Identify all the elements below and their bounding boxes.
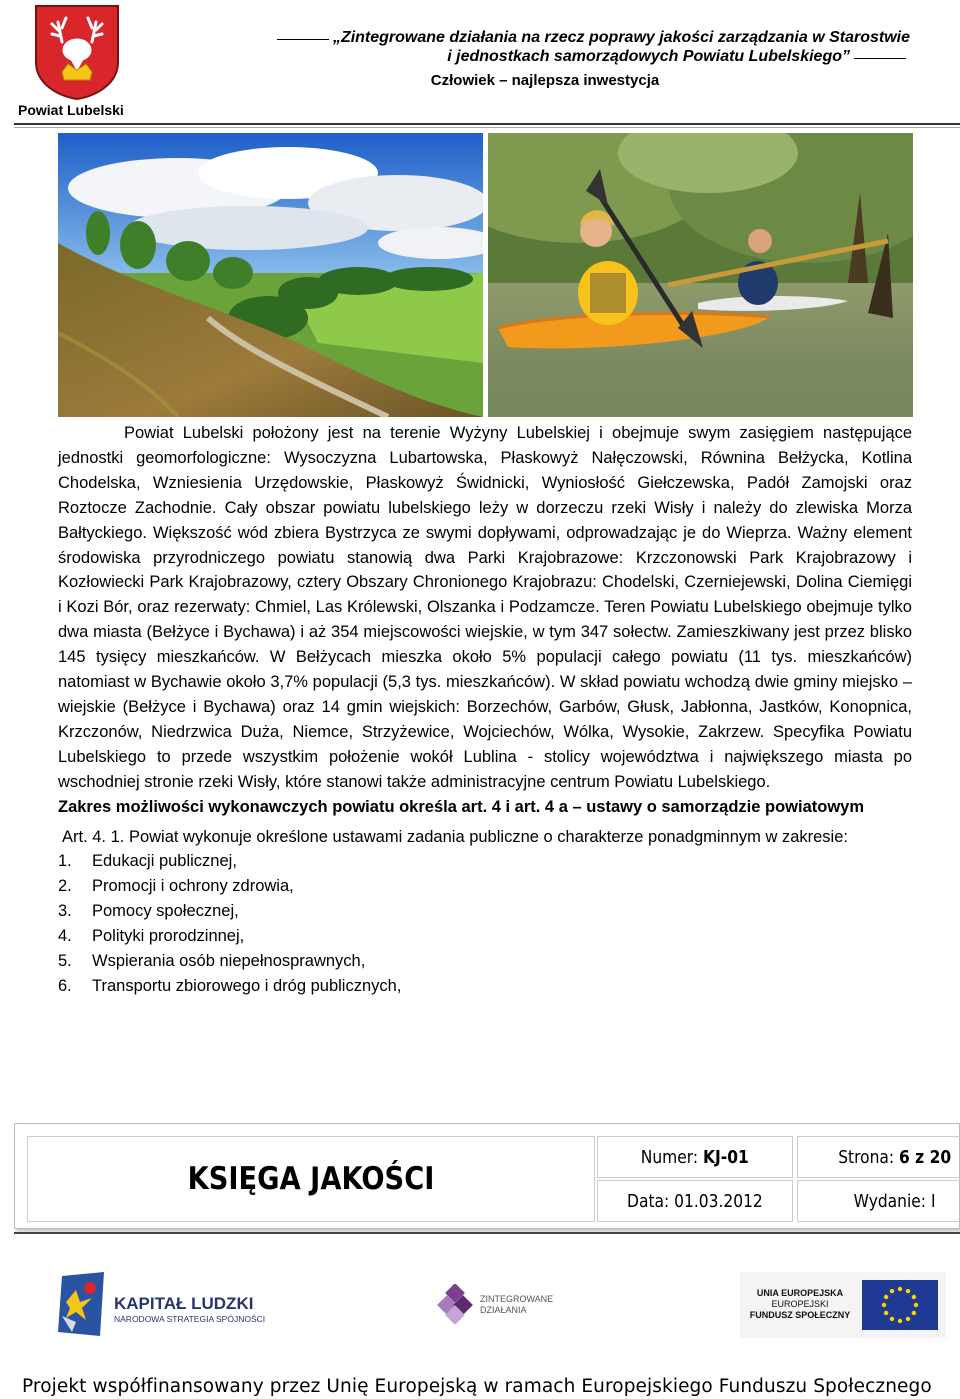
kapital-ludzki-subtitle: NARODOWA STRATEGIA SPÓJNOŚCI xyxy=(114,1314,266,1324)
eu-star-icon xyxy=(912,1295,916,1299)
edition-text: Wydanie: I xyxy=(854,1190,936,1212)
title-line-2: i jednostkach samorządowych Powiatu Lubelskiego” xyxy=(447,48,850,65)
page-label: Strona: xyxy=(838,1146,900,1168)
list-item xyxy=(58,974,912,999)
task-list xyxy=(58,849,912,998)
list-item xyxy=(58,949,912,974)
list-text: Polityki prorodzinnej, xyxy=(92,927,245,946)
document-info-box xyxy=(14,1123,960,1229)
eu-line-3: FUNDUSZ SPOŁECZNY xyxy=(749,1310,851,1320)
eu-flag-icon xyxy=(862,1280,938,1330)
footer-divider xyxy=(14,1232,960,1234)
funding-statement: Projekt współfinansowany przez Unię Europejską w ramach Europejskiego Funduszu Społecznego xyxy=(22,1376,932,1397)
list-item xyxy=(58,874,912,899)
eu-star-icon xyxy=(890,1289,894,1293)
document-title-cell xyxy=(27,1136,595,1222)
eu-star-icon xyxy=(906,1317,910,1321)
kayak-photo xyxy=(488,133,913,417)
number-label: Numer: xyxy=(641,1146,704,1168)
number-value: KJ-01 xyxy=(703,1146,749,1168)
date-text: Data: 01.03.2012 xyxy=(627,1190,763,1212)
kapital-ludzki-icon xyxy=(56,1272,110,1336)
eu-star-icon xyxy=(884,1311,888,1315)
eu-star-icon xyxy=(906,1289,910,1293)
list-text: Wspierania osób niepełnosprawnych, xyxy=(92,952,366,971)
eu-star-icon xyxy=(898,1287,902,1291)
list-text: Promocji i ochrony zdrowia, xyxy=(92,877,294,896)
eu-star-icon xyxy=(884,1295,888,1299)
list-number: 4. xyxy=(58,927,72,946)
scope-heading: Zakres możliwości wykonawczych powiatu określa art. 4 i art. 4 a – ustawy o samorządzie powiatowym xyxy=(58,797,865,816)
list-item xyxy=(58,849,912,874)
title-rule-right xyxy=(854,58,906,59)
kapital-ludzki-title: KAPITAŁ LUDZKI xyxy=(114,1294,254,1313)
eu-line-2: EUROPEJSKI xyxy=(771,1299,829,1309)
zintegrowane-diamond-icon xyxy=(436,1284,476,1324)
eu-star-icon xyxy=(912,1311,916,1315)
header-divider xyxy=(14,123,960,125)
header-divider-thin xyxy=(14,127,960,128)
zintegrowane-line-1: ZINTEGROWANE xyxy=(480,1294,554,1304)
date-cell xyxy=(597,1180,793,1222)
zintegrowane-dzialania-logo xyxy=(436,1282,566,1326)
list-number: 5. xyxy=(58,952,72,971)
title-line-1: „Zintegrowane działania na rzecz poprawy jakości zarządzania w Starostwie xyxy=(332,29,910,46)
eu-star-icon xyxy=(914,1303,918,1307)
main-content xyxy=(58,421,912,999)
list-item xyxy=(58,899,912,924)
list-number: 2. xyxy=(58,877,72,896)
page-value: 6 z 20 xyxy=(899,1146,952,1168)
description-paragraph: Powiat Lubelski położony jest na terenie Wyżyny Lubelskiej i obejmuje swym zasięgiem następujące jednostki geomorfologiczne: Wysoczyzna Lubartowska, Płaskowyż Nałęczowski, Równina Bełżycka, Kotlina Chodelska, Wzniesienia Urzędowskie, Płaskowyż Świdnicki, Wyniosłość Giełczewska, Padół Zamojski oraz Roztocze Zachodnie. Cały obszar powiatu lubelskiego leży w dorzeczu rzeki Wisły i należy do zlewiska Morza Bałtyckiego. Większość wód zbiera Bystrzyca ze swymi dopływami, odprowadzając je do Wieprza. Ważny element środowiska przyrodniczego powiatu stanowią dwa Parki Krajobrazowe: Krzczonowski Park Krajobrazowy i Kozłowiecki Park Krajobrazowy, cztery Obszary Chronionego Krajobrazu: Chodelski, Czerniejewski, Dolina Ciemięgi i Kozi Bór, oraz rezerwaty: Chmiel, Las Królewski, Olszanka i Podzamcze. Teren Powiatu Lubelskiego obejmuje tylko dwa miasta (Bełżyce i Bychawa) i aż 354 miejscowości wiejskie, w tym 347 sołectw. Zamieszkiwany jest przez blisko 145 tysięcy mieszkańców. W Bełżycach mieszka około 5% populacji całego powiatu (11 tys. mieszkańców) natomiast w Bychawie około 3,7% populacji (5,3 tys. mieszkańców). W skład powiatu wchodzą dwie gminy miejsko – wiejskie (Bełżyce i Bychawa) oraz 14 gmin wiejskich: Borzechów, Garbów, Głusk, Jabłonna, Jastków, Konopnica, Krzczonów, Niedrzwica Duża, Niemce, Strzyżewice, Wojciechów, Wólka, Wysokie, Zakrzew. Specyfika Powiatu Lubelskiego to przede wszystkim położenie wokół Lublina - stolicy województwa i największego miasta po wschodniej stronie rzeki Wisły, które stanowi także administracyjne centrum Powiatu Lubelskiego. xyxy=(58,424,912,791)
list-number: 3. xyxy=(58,902,72,921)
title-rule-left xyxy=(277,39,329,40)
landscape-image xyxy=(58,133,483,417)
eu-line-1: UNIA EUROPEJSKA xyxy=(756,1288,844,1298)
list-text: Edukacji publicznej, xyxy=(92,852,237,871)
powiat-crest-icon xyxy=(32,4,122,100)
eu-star-icon xyxy=(890,1317,894,1321)
zintegrowane-line-2: DZIAŁANIA xyxy=(480,1305,527,1315)
document-title: KSIĘGA JAKOŚCI xyxy=(187,1161,435,1197)
eu-text xyxy=(746,1288,854,1321)
list-item xyxy=(58,924,912,949)
list-text: Transportu zbiorowego i dróg publicznych, xyxy=(92,976,402,995)
eu-social-fund-logo xyxy=(740,1272,946,1338)
kayak-image xyxy=(488,133,913,417)
document-number-cell xyxy=(597,1136,793,1178)
list-number: 6. xyxy=(58,976,72,995)
eu-star-icon xyxy=(898,1319,902,1323)
logo-label: Powiat Lubelski xyxy=(18,102,124,118)
list-text: Pomocy społecznej, xyxy=(92,902,239,921)
page-number-cell xyxy=(797,1136,960,1178)
list-number: 1. xyxy=(58,852,72,871)
kapital-ludzki-logo xyxy=(56,1272,296,1336)
project-subtitle: Człowiek – najlepsza inwestycja xyxy=(430,72,660,89)
edition-cell xyxy=(797,1180,960,1222)
project-title xyxy=(180,28,910,66)
zintegrowane-text xyxy=(480,1294,553,1316)
eu-star-icon xyxy=(882,1303,886,1307)
landscape-photo xyxy=(58,133,483,417)
article-intro: Art. 4. 1. Powiat wykonuje określone ustawami zadania publiczne o charakterze ponadgminnym w zakresie: xyxy=(62,827,848,846)
